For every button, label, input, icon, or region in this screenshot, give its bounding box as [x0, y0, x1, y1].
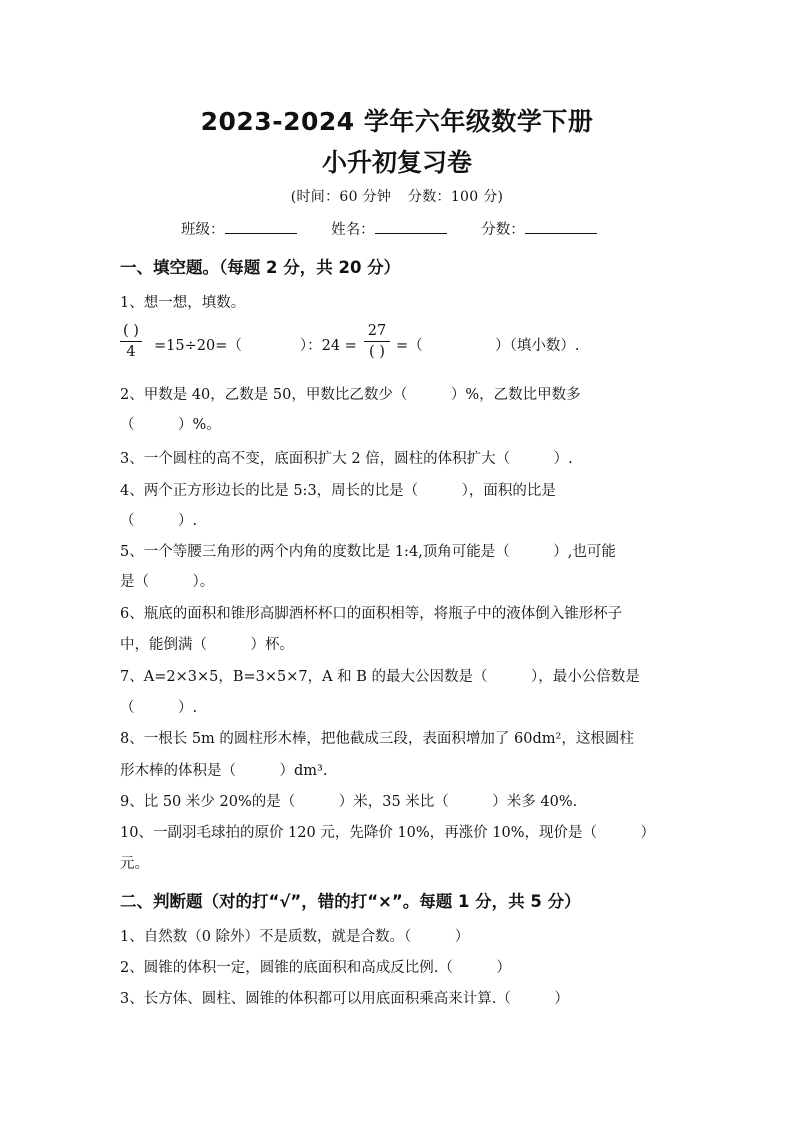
question-3: 3、一个圆柱的高不变，底面积扩大 2 倍，圆柱的体积扩大（ ）.	[120, 451, 573, 467]
question-7-line-1: 7、A=2×3×5，B=3×5×7，A 和 B 的最大公因数是（ ），最小公倍数是	[120, 669, 640, 685]
question-9: 9、比 50 米少 20%的是（ ）米，35 米比（ ）米多 40%.	[120, 794, 578, 810]
question-4-line-2: （ ）.	[120, 513, 198, 529]
fraction-2	[364, 322, 390, 361]
class-field	[181, 218, 297, 239]
name-label: 姓名：	[331, 222, 375, 238]
time-info: (时间：60 分钟	[290, 189, 392, 205]
question-10-line-1: 10、一副羽毛球拍的原价 120 元，先降价 10%，再涨价 10%，现价是（ ）	[120, 825, 656, 841]
fraction-1	[120, 322, 142, 361]
section-judge-heading: 二、判断题（对的打“√”，错的打“×”。每题 1 分，共 5 分）	[120, 892, 581, 911]
exam-title: 2023-2024 学年六年级数学下册	[200, 107, 594, 136]
question-8-line-2: 形木棒的体积是（ ）dm³.	[120, 763, 328, 779]
fraction-2-denominator: ( )	[369, 344, 385, 360]
student-fields	[181, 218, 627, 239]
score-blank[interactable]	[525, 219, 597, 234]
judge-question-3: 3、长方体、圆柱、圆锥的体积都可以用底面积乘高来计算.（ ）	[120, 991, 569, 1007]
score-field	[481, 218, 597, 239]
score-info: 分数：100 分)	[407, 189, 504, 205]
question-1-middle: =15÷20=（ ）：24 =	[154, 338, 357, 354]
question-7-line-2: （ ）.	[120, 700, 198, 716]
score-label: 分数：	[481, 222, 525, 238]
question-2-line-2: （ ）%。	[120, 417, 221, 433]
class-blank[interactable]	[225, 219, 297, 234]
question-6-line-2: 中，能倒满（ ）杯。	[120, 637, 294, 653]
judge-question-1: 1、自然数（0 除外）不是质数，就是合数。（ ）	[120, 929, 470, 945]
fraction-1-numerator: ( )	[123, 323, 139, 339]
section-fill-heading: 一、填空题。（每题 2 分，共 20 分）	[120, 258, 401, 277]
question-6-line-1: 6、瓶底的面积和锥形高脚酒杯杯口的面积相等，将瓶子中的液体倒入锥形杯子	[120, 606, 623, 622]
question-1: 1、想一想，填数。	[120, 295, 246, 311]
judge-question-2: 2、圆锥的体积一定，圆锥的底面积和高成反比例.（ ）	[120, 960, 511, 976]
question-4-line-1: 4、两个正方形边长的比是 5:3，周长的比是（ ），面积的比是	[120, 483, 556, 499]
fraction-1-denominator: 4	[126, 344, 136, 360]
question-10-line-2: 元。	[120, 856, 149, 872]
question-2-line-1: 2、甲数是 40，乙数是 50，甲数比乙数少（ ）%，乙数比甲数多	[120, 387, 581, 403]
question-5-line-2: 是（ ）。	[120, 574, 215, 590]
exam-subtitle: 小升初复习卷	[321, 148, 472, 177]
name-blank[interactable]	[375, 219, 447, 234]
question-5-line-1: 5、一个等腰三角形的两个内角的度数比是 1:4,顶角可能是（ ）,也可能	[120, 544, 616, 560]
fraction-2-bar	[364, 341, 390, 342]
question-8-line-1: 8、一根长 5m 的圆柱形木棒，把他截成三段，表面积增加了 60dm²，这根圆柱	[120, 731, 634, 747]
class-label: 班级：	[181, 222, 225, 238]
question-1-end: =（ ）（填小数）.	[396, 338, 580, 354]
fraction-1-bar	[120, 341, 142, 342]
name-field	[331, 218, 447, 239]
exam-meta	[0, 186, 794, 206]
fraction-2-numerator: 27	[367, 323, 387, 339]
